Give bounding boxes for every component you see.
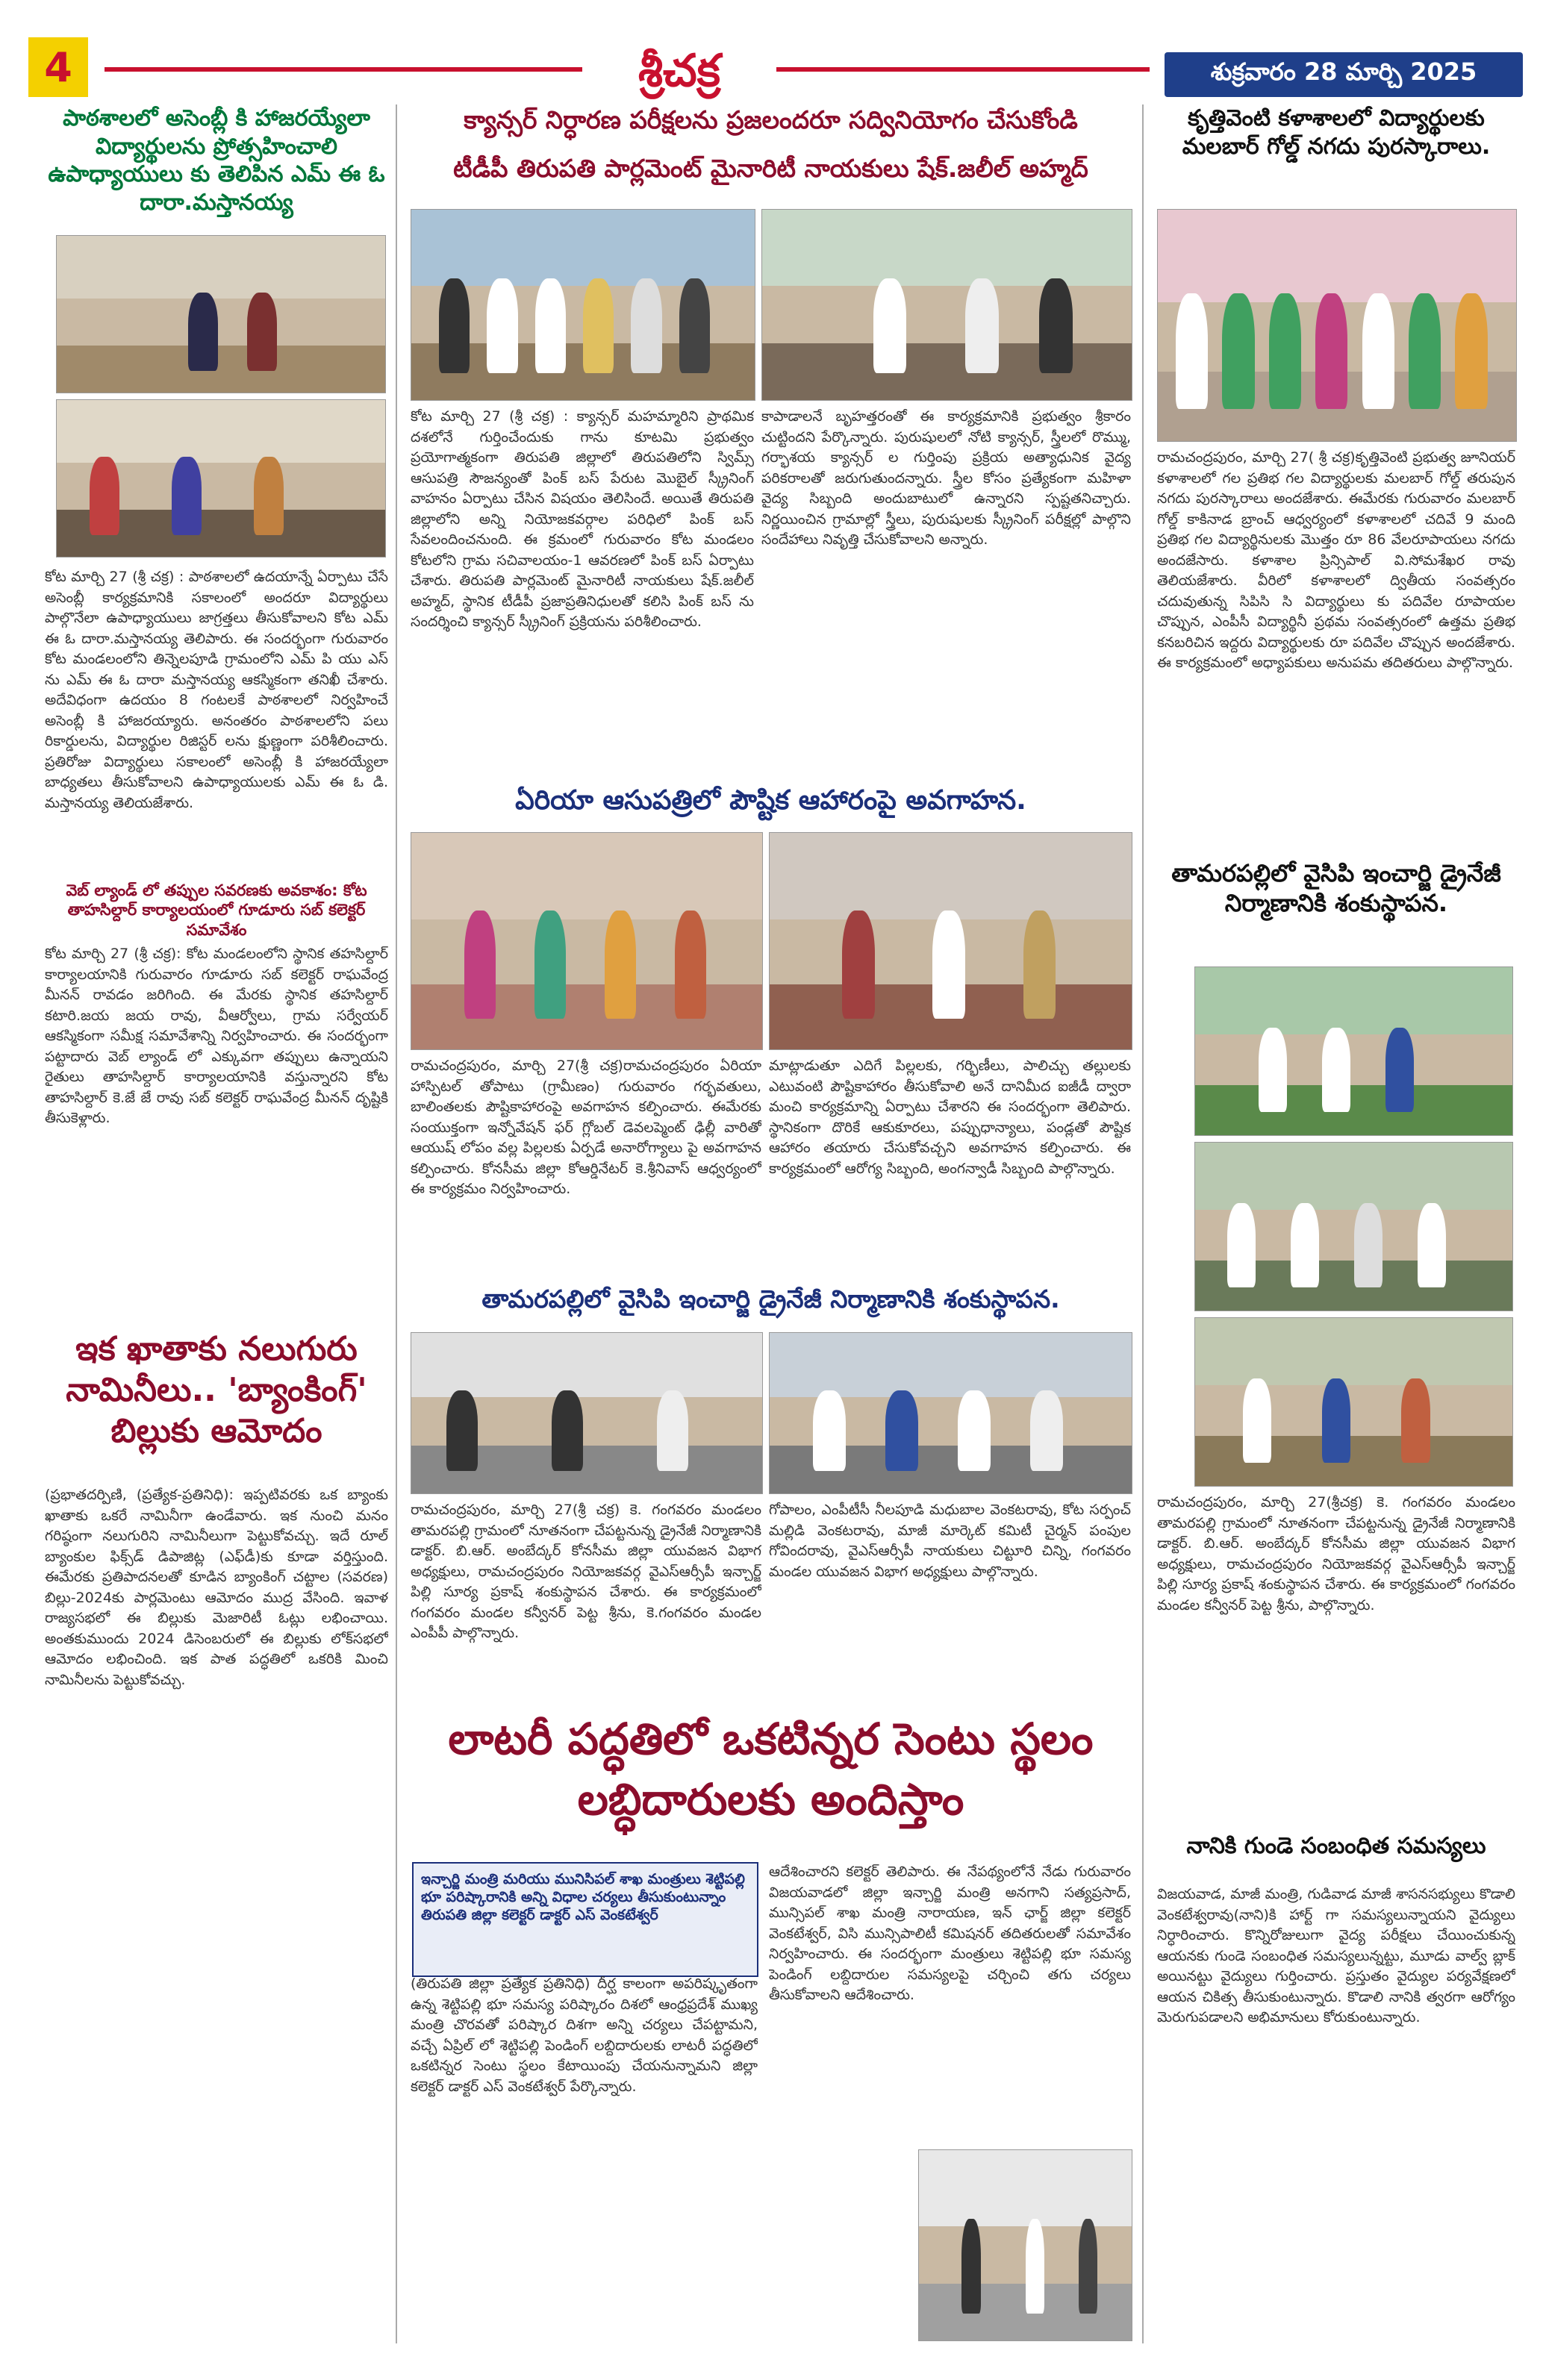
article-body-lottery: (తిరుపతి జిల్లా ప్రత్యేక ప్రతినిధి) దీర్ఘ కాలంగా అపరిష్కృతంగా ఉన్న శెట్టిపల్లి భూ సమస్య పరిష్కారం దిశలో ఆంధ్రప్రదేశ్ ముఖ్య మంత్రి చొరవతో పరిష్కార దిశగా అన్ని చర్యలు చేపట్టామని, వచ్చే ఏప్రిల్ లో శెట్టిపల్లి పెండింగ్ లబ్దిదారులకు లాటరీ పద్ధతిలో ఒకటిన్నర సెంటు స్థలం కేటాయింపు చేయనున్నామని జిల్లా కలెక్టర్ డాక్టర్ ఎస్ వెంకటేశ్వర్ పేర్కొన్నారు.: [411, 1975, 758, 2095]
photo-malabar-awards: [1157, 209, 1517, 442]
article-body-cancer-cont: కాపాడాలనే బృహత్తరంతో ఈ కార్యక్రమానికి ప్రభుత్వం శ్రీకారం చుట్టిందని పేర్కొన్నారు. పురుషులలో నోటి క్యాన్సర్, స్త్రీలలో రొమ్ము, గర్భాశయ క్యాన్సర్ ల గుర్తింపు ప్రక్రియ అత్యాధునిక వైద్య పరికరాలతో జరుగుతుందన్నారు. స్త్రీల కోసం ప్రత్యేకంగా మహిళా వైద్య సిబ్బంది అందుబాటులో ఉన్నారని స్పష్టతనిచ్చారు. నిర్ణయించిన గ్రామాల్లో స్త్రీలు, పురుషులకు స్క్రీనింగ్ పరీక్షల్లో పాల్గొని సందేహాలు నివృత్తి చేసుకోవాలని అన్నారు.: [761, 408, 1131, 549]
article-body-cancer: కోట మార్చి 27 (శ్రీ చక్ర) : క్యాన్సర్ మహమ్మారిని ప్రాథమిక దశలోనే గుర్తించేందుకు గాను కూటమి ప్రభుత్వం ప్రయోగాత్మకంగా తిరుపతి జిల్లాలో తిరుపతిలోని స్విమ్స్ ఆసుపత్రి సౌజన్యంతో పింక్ బస్ పేరుట మొబైల్ స్క్రీనింగ్ వాహనం ఏర్పాటు చేసిన విషయం తెలిసిందే. అయితే తిరుపతి జిల్లాలోని అన్ని నియోజకవర్గాల పరిధిలో పింక్ బస్ సేవలందించనుంది. ఈ క్రమంలో గురువారం కోట మండలం కోటలోని గ్రామ సచివాలయం-1 ఆవరణలో పింక్ బస్ ఏర్పాటు చేశారు. తిరుపతి పార్లమెంట్ మైనారిటీ నాయకులు షేక్.జలీల్ అహ్మద్, స్థానిక టీడీపీ ప్రజాప్రతినిధులతో కలిసి పింక్ బస్ ను సందర్శించి క్యాన్సర్ స్క్రీనింగ్ ప్రక్రియను పరిశీలించారు.: [411, 408, 754, 631]
article-body-webland: కోట మార్చి 27 (శ్రీ చక్ర): కోట మండలంలోని స్థానిక తహసిల్దార్ కార్యాలయానికి గురువారం గూడూరు సబ్ కలెక్టర్ రాఘవేంద్ర మీనన్ రావడం జరిగింది. ఈ మేరకు స్థానిక తహసిల్దార్ కటారి.జయ జయ రావు, వీఆర్వోలు, గ్రామ సర్వేయర్ ఆకస్మికంగా సమీక్ష సమావేశాన్ని నిర్వహించారు. ఈ సందర్భంగా పట్టాదారు వెబ్ ల్యాండ్ లో ఎక్కువగా తప్పులు ఉన్నాయని రైతులు తాహసిల్దార్ కార్యాలయానికి వస్తున్నారని కోట తాహసిల్దార్ కె.జే జే రావు సబ్ కలెక్టర్ రాఘవేంద్ర మీనన్ దృష్టికి తీసుకెళ్లారు.: [45, 946, 388, 1127]
headline-assembly: పాఠశాలలో అసెంబ్లీ కి హాజరయ్యేలా విద్యార్థులను ప్రోత్సహించాలి ఉపాధ్యాయులు కు తెలిపిన ఎమ్ ఈ ఓ దారా.మస్తానయ్య: [48, 105, 385, 216]
photo-drainage-walk: [1194, 966, 1513, 1136]
article-body-lottery-cont: ఆదేశించారని కలెక్టర్ తెలిపారు. ఈ నేపథ్యంలోనే నేడు గురువారం విజయవాడలో జిల్లా ఇన్చార్జి మంత్రి అనగాని సత్యప్రసాద్, మున్సిపల్ శాఖ మంత్రి నారాయణ, ఇన్ ఛార్జ్ జిల్లా కలెక్టర్ వెంకటేశ్వర్, విసి మున్సిపాలిటీ కమిషనర్ తదితరులతో సమావేశం నిర్వహించారు. ఈ సందర్భంగా మంత్రులు శెట్టిపల్లి భూ సమస్య పెండింగ్ లబ్దిదారుల సమస్యలపై చర్చించి తగు చర్యలు తీసుకోవాలని ఆదేశించారు.: [769, 1864, 1131, 2004]
article-body-nutrition: రామచంద్రపురం, మార్చి 27(శ్రీ చక్ర)రామచంద్రపురం ఏరియా హాస్పిటల్ తోపాటు (గ్రామీణం) గురువారం గర్భవతులు, బాలింతలకు పౌష్టికాహారంపై అవగాహన కల్పించారు. ఈమేరకు సంయుక్తంగా ఇన్నోవేషన్ ఫర్ గ్లోబల్ డెవలప్మెంట్ ఢిల్లీ వారితో ఆయుష్ లోపం వల్ల పిల్లలకు ఏర్పడే అనారోగ్యాలు పై అవగాహన కల్పించారు. కోనసీమ జిల్లా కోఆర్డినేటర్ కె.శ్రీనివాస్ ఆధ్వర్యంలో ఈ కార్యక్రమం నిర్వహించారు.: [411, 1058, 761, 1198]
headline-banking: ఇక ఖాతాకు నలుగురు నామినీలు.. 'బ్యాంకింగ్' బిల్లుకు ఆమోదం: [66, 1330, 367, 1450]
headline-nutrition: ఏరియా ఆసుపత్రిలో పౌష్టిక ఆహారంపై అవగాహన.: [515, 785, 1026, 816]
article-body-assembly: కోట మార్చి 27 (శ్రీ చక్ర) : పాఠశాలలో ఉదయాన్నే ఏర్పాటు చేసే అసెంబ్లీ కార్యక్రమానికి సకాలంలో అందరూ విద్యార్థులు పాల్గొనేలా ఉపాధ్యాయులు జాగ్రత్తలు తీసుకోవాలని కోట ఎమ్ ఈ ఓ దారా.మస్తానయ్య తెలిపారు. ఈ సందర్భంగా గురువారం కోట మండలంలోని తిన్నెలపూడి గ్రామంలోని ఎమ్ పి యు ఎస్ ను ఎమ్ ఈ ఓ దారా మస్తానయ్య ఆకస్మికంగా తనిఖీ చేశారు. అదేవిధంగా ఉదయం 8 గంటలకే పాఠశాలలో నిర్వహించే అసెంబ్లీ కి హాజరయ్యారు. అనంతరం పాఠశాలలోని పలు రికార్డులను, విద్యార్థుల రిజిస్టర్ లను క్షుణ్ణంగా పరిశీలించారు. ప్రతిరోజు విద్యార్థులు సకాలంలో అసెంబ్లీ కి హాజరయ్యేలా బాధ్యతలు తీసుకోవాలని ఉపాధ్యాయులకు ఎమ్ ఈ ఓ డి. మస్తానయ్య తెలియజేశారు.: [45, 569, 388, 812]
photo-students: [56, 399, 386, 557]
headline-webland: వెబ్ ల్యాండ్ లో తప్పుల సవరణకు అవకాశం: కోట తాహసిల్దార్ కార్యాలయంలో గూడూరు సబ్ కలెక్టర్ సమావేశం: [66, 881, 367, 939]
dateline: శుక్రవారం 28 మార్చి 2025: [1165, 52, 1523, 97]
headline-nani: నానికి గుండె సంబంధిత సమస్యలు: [1186, 1833, 1486, 1859]
article-body-nani: విజయవాడ, మాజీ మంత్రి, గుడివాడ మాజీ శాసనసభ్యులు కొడాలి వెంకటేశ్వరావు(నాని)కి హార్ట్ గా సమస్యలున్నాయని వైద్యులు నిర్ధారించారు. కొన్నిరోజులుగా వైద్య పరీక్షలు చేయించుకున్న ఆయనకు గుండె సంబంధిత సమస్యలున్నట్టు, మూడు వాల్వ్ బ్లాక్ అయినట్టు వైద్యులు గుర్తించారు. ప్రస్తుతం వైద్యుల పర్యవేక్షణలో ఆయన చికిత్స తీసుకుంటున్నారు. కొడాలి నానికి త్వరగా ఆరోగ్యం మెరుగుపడాలని అభిమానులు కోరుకుంటున్నారు.: [1157, 1886, 1515, 2026]
subhead-cancer: టీడీపీ తిరుపతి పార్లమెంట్ మైనారిటీ నాయకులు షేక్.జలీల్ అహ్మద్: [453, 154, 1088, 183]
masthead-rule-right: [776, 67, 1150, 72]
photo-drainage-foundation: [1194, 1317, 1513, 1487]
photo-nutrition-1: [411, 832, 763, 1050]
headline-drainage-center: తామరపల్లిలో వైసిపి ఇంచార్జి డ్రైనేజీ నిర్మాణానికి శంకుస్థాపన.: [481, 1284, 1060, 1314]
subhead-lottery: ఇన్చార్జి మంత్రి మరియు మునిసిపల్ శాఖ మంత్రులు శెట్టిపల్లి భూ పరిష్కారానికి అన్ని విధాల చర్యలు తీసుకుంటున్నాం తిరుపతి జిల్లా కలెక్టర్ డాక్టర్ ఎస్ వెంకటేశ్వర్: [412, 1862, 758, 1977]
photo-nutrition-2: [769, 832, 1132, 1050]
article-body-nutrition-cont: మాట్లాడుతూ ఎదిగే పిల్లలకు, గర్భిణీలు, పాలిచ్చు తల్లులకు ఎటువంటి పౌష్టికాహారం తీసుకోవాలి అనే దానిమీద ఐజీడీ ద్వారా మంచి కార్యక్రమాన్ని ఏర్పాటు చేశారని ఈ సందర్భంగా తెలిపారు. స్థానికంగా దొరికే ఆకుకూరలు, పప్పుధాన్యాలు, పండ్లతో పౌష్టిక ఆహారం తయారు చేసుకోవచ్చని అవగాహన కల్పించారు. ఈ కార్యక్రమంలో ఆరోగ్య సిబ్బంది, అంగన్వాడీ సిబ్బంది పాల్గొన్నారు.: [769, 1058, 1131, 1177]
headline-malabar: కృత్తివెంటి కళాశాలలో విద్యార్థులకు మలబార్ గోల్డ్ నగదు పురస్కారాలు.: [1182, 105, 1491, 160]
column-divider: [396, 104, 397, 2343]
article-body-malabar: రామచంద్రపురం, మార్చి 27( శ్రీ చక్ర)కృత్తివెంటి ప్రభుత్వ జూనియర్ కళాశాలలో గల ప్రతిభ గల విద్యార్థులకు మలబార్ గోల్డ్ తరుపున నగదు పురస్కారాలు అందజేశారు. ఈమేరకు గురువారం మలబార్ గోల్డ్ కాకినాడ బ్రాంచ్ ఆధ్వర్యంలో కళాశాలలో చదివే 9 మంది ప్రతిభ గల విద్యార్థినులకు మొత్తం రూ 86 వేలరూపాయలు నగదు అందజేసారు. కళాశాల ప్రిన్సిపాల్ వి.సోమశేఖర రావు తెలియజేశారు. వీరిలో కళాశాలలో ద్వితీయ సంవత్సరం చదువుతున్న సిపిసి సి విద్యార్థులు కు పదివేల రూపాయల చొప్పున, ఎంపీసీ విద్యార్థినీ ప్రథమ సంవత్సరంలో ఉత్తమ ప్రతిభ కనబరిచిన ఇద్దరు విద్యార్థులకు రూ పదివేల చొప్పున అందజేశారు. ఈ కార్యక్రమంలో అధ్యాపకులు అనుపమ తదితరులు పాల్గొన్నారు.: [1157, 449, 1515, 672]
article-body-banking: (ప్రభాతదర్పిణి, (ప్రత్యేక-ప్రతినిధి): ఇప్పటివరకు ఒక బ్యాంకు ఖాతాకు ఒకరే నామినీగా ఉండేవారు. ఇక నుంచి మనం గరిష్ఠంగా నలుగురిని నామినీలుగా పెట్టుకోవచ్చు. ఇదే రూల్ బ్యాంకుల ఫిక్స్‌డ్ డిపాజిట్ల (ఎఫ్‌డీ)కు కూడా వర్తిస్తుంది. ఈమేరకు ప్రతిపాదనలతో కూడిన బ్యాంకింగ్ చట్టాల (సవరణ) బిల్లు-2024కు పార్లమెంటు ఆమోదం ముద్ర వేసింది. ఇవాళ రాజ్యసభలో ఈ బిల్లుకు మెజారిటీ ఓట్లు లభించాయి. అంతకుముందు 2024 డిసెంబరులో ఈ బిల్లుకు లోక్‌సభలో ఆమోదం లభించింది. ఇక పాత పద్ధతిలో ఒకరికి మించి నామినీలను పెట్టుకోవచ్చు.: [45, 1487, 388, 1688]
photo-drainage-group: [1194, 1142, 1513, 1311]
photo-drainage-visit: [769, 1332, 1132, 1494]
article-body-drainage-center-cont: గోపాలం, ఎంపీటీసీ నీలపూడి మధుబాల వెంకటరావు, కోట సర్పంచ్ మల్లిడి వెంకటరావు, మాజీ మార్కెట్ కమిటీ చైర్మన్ పంపుల గోవిందరావు, వైఎస్ఆర్సీపీ నాయకులు చిట్టూరి చిన్ని, గంగవరం మండల యువజన విభాగ అధ్యక్షులు పాల్గొన్నారు.: [769, 1502, 1131, 1580]
photo-pink-bus: [411, 209, 755, 401]
headline-drainage-right: తామరపల్లిలో వైసిపి ఇంచార్జి డ్రైనేజీ నిర్మాణానికి శంకుస్థాపన.: [1171, 859, 1501, 917]
headline-lottery: లాటరీ పద్ధతిలో ఒకటిన్నర సెంటు స్థలం లబ్ధిదారులకు అందిస్తాం: [448, 1714, 1094, 1825]
article-body-drainage-right: రామచంద్రపురం, మార్చి 27(శ్రీచక్ర) కె. గంగవరం మండలం తామరపల్లి గ్రామంలో నూతనంగా చేపట్టనున్న డ్రైనేజీ నిర్మాణానికి డాక్టర్. బి.ఆర్. అంబేద్కర్ కోనసీమ జిల్లా యువజన విభాగ అధ్యక్షులు, రామచంద్రపురం నియోజకవర్గ వైఎస్ఆర్సీపీ ఇన్చార్జ్ పిల్లి సూర్య ప్రకాష్ శంకుస్థాపన చేశారు. ఈ కార్యక్రమంలో గంగవరం మండల కన్వీనర్ పెట్ట శ్రీను, పాల్గొన్నారు.: [1157, 1494, 1515, 1614]
page-number: 4: [28, 37, 88, 97]
headline-cancer: క్యాన్సర్ నిర్ధారణ పరీక్షలను ప్రజలందరూ సద్వినియోగం చేసుకోండి: [464, 105, 1078, 134]
photo-drainage-meeting: [411, 1332, 763, 1494]
photo-screening: [761, 209, 1132, 401]
photo-classroom: [56, 235, 386, 393]
article-body-drainage-center: రామచంద్రపురం, మార్చి 27(శ్రీ చక్ర) కె. గంగవరం మండలం తామరపల్లి గ్రామంలో నూతనంగా చేపట్టనున్న డ్రైనేజీ నిర్మాణానికి డాక్టర్. బి.ఆర్. అంబేద్కర్ కోనసీమ జిల్లా యువజన విభాగ అధ్యక్షులు, రామచంద్రపురం నియోజకవర్గ వైఎస్ఆర్సీపీ ఇన్చార్జ్ పిల్లి సూర్య ప్రకాష్ శంకుస్థాపన చేశారు. ఈ కార్యక్రమంలో గంగవరం మండల కన్వీనర్ పెట్ట శ్రీను, కె.గంగవరం మండల ఎంపీపీ పాల్గొన్నారు.: [411, 1502, 761, 1642]
photo-lottery-meeting: [918, 2149, 1132, 2341]
masthead-rule-left: [105, 67, 582, 72]
paper-logo: శ్రీచక్ర: [638, 45, 720, 97]
column-divider: [1142, 104, 1144, 2343]
